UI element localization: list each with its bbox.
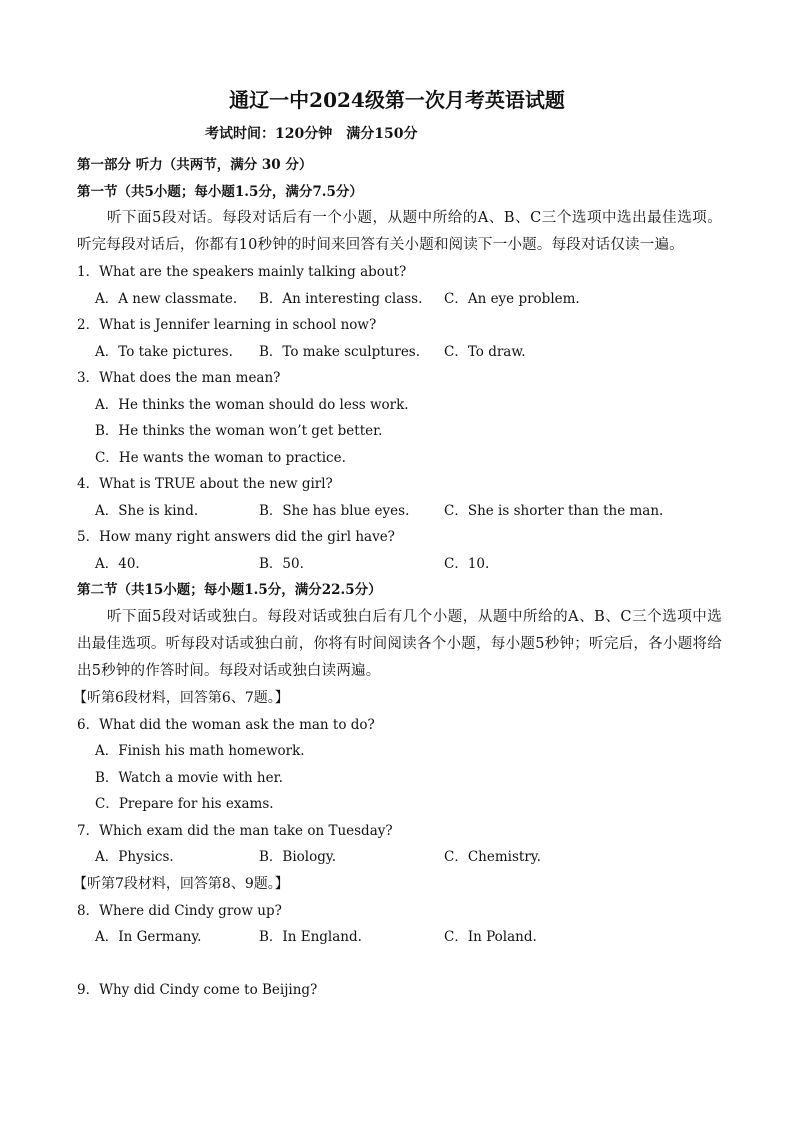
question-3: 3．What does the man mean? (77, 370, 281, 386)
option-b: B．An interesting class. (259, 290, 423, 307)
blank-space (77, 951, 722, 977)
exam-info: 考试时间：120分钟 满分150分 (205, 126, 418, 142)
option-b: B．Biology. (259, 849, 336, 865)
option-a: A．In Germany. (95, 929, 202, 945)
option-b: B．He thinks the woman won’t get better. (95, 423, 383, 439)
question-9: 9．Why did Cindy come to Beijing? (77, 981, 318, 998)
section2-instructions: 听下面5段对话或独白。每段对话或独白后有几个小题，从题中所给的A、B、C三个选项中选出最佳选项。听每段对话或独白前，你将有时间阅读各个小题，每小题5秒钟；听完后，各小题将给出5秒钟的作答时间。每段对话或独白读两遍。 (77, 608, 722, 679)
question-1: 1．What are the speakers mainly talking about? (77, 264, 407, 280)
option-a: A．A new classmate. (95, 290, 238, 307)
option-c: C．He wants the woman to practice. (95, 449, 346, 466)
options-1 (77, 286, 722, 313)
question-6: 6．What did the woman ask the man to do? (77, 716, 375, 733)
option-b: B．To make sculptures. (259, 343, 421, 360)
option-b: B．50. (259, 555, 304, 572)
exam-content (73, 152, 722, 1003)
option-c: C．An eye problem. (444, 290, 580, 307)
option-a: A．She is kind. (95, 502, 199, 519)
options-7 (77, 844, 722, 871)
option-a: A．40. (95, 555, 140, 572)
option-b: B．In England. (259, 929, 362, 945)
section1-heading: 第一节（共5小题；每小题1.5分，满分7.5分） (77, 183, 363, 200)
options-2 (77, 339, 722, 366)
option-c: C．To draw. (444, 343, 526, 360)
option-a: A．Finish his math homework. (95, 743, 305, 759)
question-2: 2．What is Jennifer learning in school now? (77, 317, 377, 333)
material-7-note: 【听第7段材料，回答第8、9题。】 (73, 875, 289, 892)
option-a: A．To take pictures. (95, 343, 233, 360)
question-8: 8．Where did Cindy grow up? (77, 902, 282, 919)
options-5 (77, 551, 722, 578)
option-b: B．Watch a movie with her. (95, 769, 283, 786)
part1-heading: 第一部分 听力（共两节，满分 30 分） (77, 157, 313, 173)
option-c: C．Chemistry. (444, 849, 541, 865)
material-6-note: 【听第6段材料，回答第6、7题。】 (73, 689, 289, 706)
question-7: 7．Which exam did the man take on Tuesday? (77, 822, 393, 839)
option-c: C．Prepare for his exams. (95, 796, 274, 812)
option-b: B．She has blue eyes. (259, 502, 410, 519)
section1-instructions: 听下面5段对话。每段对话后有一个小题，从题中所给的A、B、C三个选项中选出最佳选项。听完每段对话后，你都有10秒钟的时间来回答有关小题和阅读下一小题。每段对话仅读一遍。 (77, 210, 722, 253)
option-a: A．Physics. (95, 849, 174, 865)
page-title: 通辽一中2024级第一次月考英语试题 (229, 88, 565, 112)
question-4: 4．What is TRUE about the new girl? (77, 476, 333, 492)
option-c: C．She is shorter than the man. (444, 502, 664, 519)
options-8 (77, 924, 722, 951)
option-c: C．In Poland. (444, 929, 537, 945)
option-a: A．He thinks the woman should do less work. (95, 396, 409, 413)
options-4 (77, 498, 722, 525)
section2-heading: 第二节（共15小题；每小题1.5分，满分22.5分） (77, 582, 382, 598)
option-c: C．10. (444, 555, 490, 572)
question-5: 5．How many right answers did the girl have? (77, 529, 395, 545)
